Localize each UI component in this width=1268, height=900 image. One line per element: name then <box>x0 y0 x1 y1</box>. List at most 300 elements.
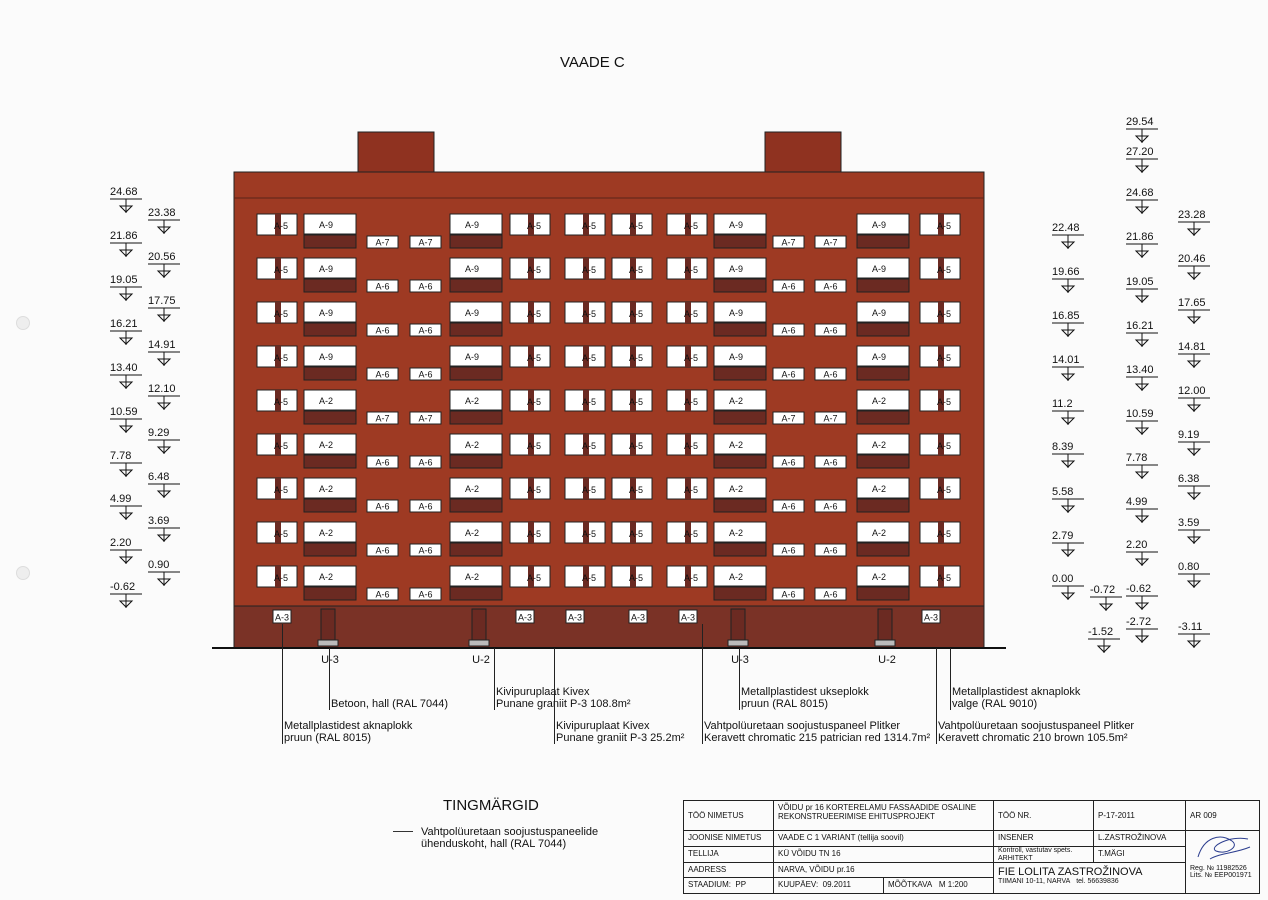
balcony-band <box>857 235 909 248</box>
stair-window <box>773 544 804 556</box>
level-value: 7.78 <box>1126 452 1148 464</box>
window-big-label: A-2 <box>464 396 480 406</box>
level-triangle-icon <box>110 330 144 346</box>
window-label: A-6 <box>418 545 433 556</box>
level-triangle-icon <box>110 242 144 258</box>
window-big-label: A-2 <box>728 440 744 450</box>
window-big-label: A-9 <box>318 220 334 230</box>
too-nr-label: TÖÖ NR. <box>994 801 1094 831</box>
level-value: 29.54 <box>1126 116 1154 128</box>
level-right-col3 <box>1178 473 1212 501</box>
level-triangle-icon <box>1126 199 1160 215</box>
too-nimetus-line1: VÕIDU pr 16 KORTERELAMU FASSAADIDE OSALINE <box>778 803 977 812</box>
window-a5-label: A-5 <box>628 265 644 275</box>
window-big-label: A-9 <box>728 308 744 318</box>
balcony-band <box>304 499 356 512</box>
entrance-step <box>875 640 895 646</box>
window-a5-label: A-5 <box>936 485 952 495</box>
leader-panel1 <box>702 624 703 744</box>
level-value: 3.59 <box>1178 517 1200 529</box>
stair-window <box>367 456 398 468</box>
lits-number: Lits. № EEP001971 <box>1190 872 1252 879</box>
leader-door <box>739 648 740 710</box>
level-value: 19.66 <box>1052 266 1080 278</box>
level-triangle-icon <box>1052 278 1086 294</box>
window-a5-label: A-5 <box>581 221 597 231</box>
level-triangle-icon <box>148 395 182 411</box>
level-value: 0.80 <box>1178 561 1200 573</box>
level-value: 11.2 <box>1052 398 1073 410</box>
window-label: A-6 <box>781 545 796 556</box>
level-value: -0.72 <box>1090 584 1116 596</box>
stair-window <box>773 456 804 468</box>
level-triangle-icon <box>148 527 182 543</box>
staadium <box>684 878 774 893</box>
staadium-value: PP <box>735 880 747 889</box>
entrance-door <box>878 609 892 642</box>
window-big-label: A-2 <box>871 396 887 406</box>
window-a5-label: A-5 <box>526 441 542 451</box>
level-value: 5.58 <box>1052 486 1074 498</box>
balcony-band <box>450 367 502 380</box>
mootkava-value: M 1:200 <box>938 880 968 889</box>
window-big-label: A-2 <box>871 484 887 494</box>
window-label: A-6 <box>375 501 390 512</box>
window-big-label: A-2 <box>728 484 744 494</box>
note-door-line2: pruun (RAL 8015) <box>741 698 829 710</box>
level-right-col2 <box>1126 116 1160 144</box>
stair-window <box>773 500 804 512</box>
level-triangle-icon <box>1126 508 1160 524</box>
note-betoon <box>331 698 448 710</box>
balcony-band <box>450 587 502 600</box>
window-big-label: A-9 <box>318 264 334 274</box>
window-a5-label: A-5 <box>936 353 952 363</box>
entrance-door <box>321 609 335 642</box>
plinth-window-a3 <box>679 610 697 623</box>
window-label: A-3 <box>274 612 290 623</box>
stair-window <box>773 412 804 424</box>
level-value: 10.59 <box>1126 408 1154 420</box>
window-label: A-3 <box>567 612 583 623</box>
window-big-label: A-2 <box>871 528 887 538</box>
kuupaev <box>774 878 884 893</box>
window-big-label: A-9 <box>728 264 744 274</box>
balcony-band <box>857 367 909 380</box>
stair-window <box>773 324 804 336</box>
legend-line2: ühenduskoht, hall (RAL 7044) <box>421 838 567 850</box>
level-value: 8.39 <box>1052 441 1074 453</box>
balcony-band <box>304 323 356 336</box>
level-left-outer <box>110 581 144 609</box>
level-triangle-icon <box>1178 221 1212 237</box>
window-a5-label: A-5 <box>628 353 644 363</box>
window-label: A-7 <box>781 237 796 248</box>
stair-window <box>773 280 804 292</box>
stair-window <box>410 500 441 512</box>
level-triangle-icon <box>110 505 144 521</box>
window-big-label: A-2 <box>318 572 334 582</box>
level-triangle-icon <box>1052 542 1086 558</box>
joonise-value: VAADE C 1 VARIANT (tellija soovil) <box>774 831 994 847</box>
stair-window <box>367 368 398 380</box>
note-kivi2 <box>556 720 684 744</box>
level-left-outer <box>110 274 144 302</box>
entrance-door <box>472 609 486 642</box>
window-label: A-6 <box>418 589 433 600</box>
window-a5-label: A-5 <box>273 529 289 539</box>
window-a5-label: A-5 <box>683 265 699 275</box>
window-label: A-7 <box>375 237 390 248</box>
insener-value: L.ZASTROŽINOVA <box>1094 831 1186 847</box>
note-window-white-line2: valge (RAL 9010) <box>952 698 1038 710</box>
level-value: 9.19 <box>1178 429 1200 441</box>
entrance-label: U-2 <box>472 654 490 666</box>
balcony-band <box>304 279 356 292</box>
level-triangle-icon <box>110 286 144 302</box>
level-triangle-icon <box>1126 128 1160 144</box>
note-betoon-line1: Betoon, hall (RAL 7044) <box>331 698 448 710</box>
level-right-col2 <box>1126 452 1160 480</box>
roof-box-right <box>765 132 841 172</box>
level-triangle-icon <box>1126 243 1160 259</box>
window-a5-label: A-5 <box>526 397 542 407</box>
window-big-label: A-2 <box>318 484 334 494</box>
level-value: 23.38 <box>148 207 176 219</box>
entrance-door <box>731 609 745 642</box>
legend-line-symbol <box>393 831 413 832</box>
leader-window-white <box>950 648 951 710</box>
level-value: 20.56 <box>148 251 176 263</box>
stair-window <box>815 456 846 468</box>
level-left-outer <box>110 406 144 434</box>
level-triangle-icon <box>1090 596 1124 612</box>
balcony-band <box>304 411 356 424</box>
stair-window <box>367 236 398 248</box>
too-nr-value: P-17-2011 <box>1094 801 1186 831</box>
level-right-col2 <box>1126 364 1160 392</box>
window-a5-label: A-5 <box>628 221 644 231</box>
level-triangle-icon <box>1052 585 1086 601</box>
entrance-step <box>728 640 748 646</box>
level-triangle-icon <box>1178 633 1212 649</box>
stair-window <box>367 544 398 556</box>
kuupaev-value: 09.2011 <box>822 880 851 889</box>
window-a5-label: A-5 <box>936 397 952 407</box>
balcony-band <box>304 455 356 468</box>
window-big-label: A-9 <box>464 220 480 230</box>
sheet-code: AR 009 <box>1186 801 1259 831</box>
level-triangle-icon <box>148 307 182 323</box>
window-a5-label: A-5 <box>273 353 289 363</box>
note-kivi1-line2: Punane graniit P-3 108.8m² <box>496 698 631 710</box>
level-triangle-icon <box>1178 529 1212 545</box>
window-a5-label: A-5 <box>526 529 542 539</box>
too-nimetus-label: TÖÖ NIMETUS <box>684 801 774 831</box>
balcony-band <box>857 279 909 292</box>
level-value: 14.91 <box>148 339 176 351</box>
leader-betoon <box>329 648 330 710</box>
kontroll-label: Kontroll, vastutav spets. <box>998 847 1073 854</box>
level-triangle-icon <box>1126 595 1160 611</box>
level-value: 19.05 <box>1126 276 1154 288</box>
level-triangle-icon <box>1126 288 1160 304</box>
level-triangle-icon <box>1178 573 1212 589</box>
window-big-label: A-9 <box>728 220 744 230</box>
level-triangle-icon <box>110 593 144 609</box>
level-value: 21.86 <box>1126 231 1154 243</box>
balcony-band <box>714 455 766 468</box>
level-value: 16.21 <box>1126 320 1154 332</box>
window-label: A-6 <box>823 589 838 600</box>
stair-window <box>367 500 398 512</box>
window-a5-label: A-5 <box>628 573 644 583</box>
stair-window <box>815 500 846 512</box>
note-panel1-line1: Vahtpolüuretaan soojustuspaneel Plitker <box>704 720 901 732</box>
entrance-label: U-2 <box>878 654 896 666</box>
level-right-col3 <box>1178 297 1212 325</box>
level-right-col1 <box>1052 573 1086 601</box>
window-label: A-3 <box>680 612 696 623</box>
note-window-brown-line1: Metallplastidest aknaplokk <box>284 720 413 732</box>
window-label: A-3 <box>517 612 533 623</box>
stair-window <box>410 412 441 424</box>
balcony-band <box>304 543 356 556</box>
level-triangle-icon <box>110 418 144 434</box>
window-big-label: A-9 <box>871 352 887 362</box>
level-value: -1.52 <box>1088 626 1114 638</box>
window-big-label: A-2 <box>464 572 480 582</box>
too-nimetus-value <box>774 801 994 831</box>
window-label: A-6 <box>375 369 390 380</box>
level-triangle-icon <box>148 483 182 499</box>
mootkava-label: MÕÕTKAVA <box>888 880 933 889</box>
window-big-label: A-9 <box>871 264 887 274</box>
level-right-col2 <box>1126 539 1160 567</box>
level-right-col1 <box>1052 486 1086 514</box>
balcony-band <box>714 235 766 248</box>
level-value: 27.20 <box>1126 146 1154 158</box>
window-label: A-6 <box>823 325 838 336</box>
level-triangle-icon <box>1126 332 1160 348</box>
legend-line1: Vahtpolüuretaan soojustuspaneelide <box>421 826 599 838</box>
level-value: 2.20 <box>110 537 132 549</box>
window-label: A-6 <box>823 369 838 380</box>
firm-address: TIIMANI 10-11, NARVA <box>998 878 1071 885</box>
level-triangle-icon <box>1178 485 1212 501</box>
level-right-col1 <box>1052 398 1086 426</box>
leader-kivi1 <box>494 648 495 710</box>
stair-window <box>815 324 846 336</box>
window-big-label: A-2 <box>318 440 334 450</box>
stair-window <box>815 280 846 292</box>
stair-window <box>410 588 441 600</box>
plinth-window-a3 <box>566 610 584 623</box>
window-a5-label: A-5 <box>273 309 289 319</box>
level-value: -3.11 <box>1178 621 1203 633</box>
window-big-label: A-9 <box>464 352 480 362</box>
level-right-col2 <box>1126 276 1160 304</box>
window-label: A-6 <box>418 369 433 380</box>
level-right-col3 <box>1178 253 1212 281</box>
level-value: 0.90 <box>148 559 170 571</box>
note-door-line1: Metallplastidest ukseplokk <box>741 686 869 698</box>
note-window-brown <box>284 720 412 744</box>
window-a5-label: A-5 <box>581 441 597 451</box>
level-left-outer <box>110 230 144 258</box>
level-triangle-icon <box>148 263 182 279</box>
window-a5-label: A-5 <box>581 397 597 407</box>
level-triangle-icon <box>1052 410 1086 426</box>
signature-graphic <box>1190 831 1254 865</box>
level-value: 14.81 <box>1178 341 1206 353</box>
balcony-band <box>304 367 356 380</box>
aadress-value: NARVA, VÕIDU pr.16 <box>774 863 994 878</box>
window-big-label: A-2 <box>318 528 334 538</box>
level-triangle-icon <box>1088 638 1122 654</box>
plinth <box>234 606 984 648</box>
level-value: 13.40 <box>1126 364 1154 376</box>
window-a5-label: A-5 <box>581 485 597 495</box>
level-triangle-icon <box>110 462 144 478</box>
level-triangle-icon <box>148 439 182 455</box>
window-a5-label: A-5 <box>683 529 699 539</box>
window-a5-label: A-5 <box>273 441 289 451</box>
window-a5-label: A-5 <box>526 485 542 495</box>
entrance-step <box>469 640 489 646</box>
level-triangle-icon <box>1178 309 1212 325</box>
level-left-inner <box>148 427 182 455</box>
window-label: A-6 <box>375 325 390 336</box>
level-triangle-icon <box>1126 464 1160 480</box>
entrance-step <box>318 640 338 646</box>
window-label: A-7 <box>823 237 838 248</box>
title-block <box>683 800 1260 894</box>
balcony-band <box>304 587 356 600</box>
window-a5-label: A-5 <box>936 309 952 319</box>
level-value: 6.48 <box>148 471 170 483</box>
roof-box-left <box>358 132 434 172</box>
stair-window <box>367 280 398 292</box>
stair-window <box>410 324 441 336</box>
window-label: A-7 <box>418 237 433 248</box>
level-right-col2 <box>1126 583 1160 611</box>
level-value: 14.01 <box>1052 354 1080 366</box>
level-right-col2 <box>1126 496 1160 524</box>
level-right-col3 <box>1178 561 1212 589</box>
window-a5-label: A-5 <box>936 441 952 451</box>
level-triangle-icon <box>1178 441 1212 457</box>
window-label: A-6 <box>781 369 796 380</box>
level-left-outer <box>110 362 144 390</box>
level-left-outer <box>110 318 144 346</box>
level-left-outer <box>110 450 144 478</box>
window-a5-label: A-5 <box>628 309 644 319</box>
window-a5-label: A-5 <box>581 309 597 319</box>
level-value: 16.21 <box>110 318 138 330</box>
level-value: 21.86 <box>110 230 138 242</box>
stair-window <box>410 280 441 292</box>
window-a5-label: A-5 <box>628 441 644 451</box>
window-label: A-6 <box>375 589 390 600</box>
balcony-band <box>304 235 356 248</box>
window-label: A-7 <box>781 413 796 424</box>
level-right-col2 <box>1126 187 1160 215</box>
window-label: A-6 <box>781 281 796 292</box>
balcony-band <box>857 543 909 556</box>
level-right-col3 <box>1178 621 1212 649</box>
joonise-label: JOONISE NIMETUS <box>684 831 774 847</box>
legend-text <box>421 826 598 850</box>
level-left-inner <box>148 471 182 499</box>
window-label: A-6 <box>375 545 390 556</box>
level-value: 6.38 <box>1178 473 1200 485</box>
level-triangle-icon <box>1052 453 1086 469</box>
level-triangle-icon <box>1126 628 1160 644</box>
level-value: -0.62 <box>1126 583 1152 595</box>
stair-window <box>367 324 398 336</box>
window-label: A-3 <box>923 612 939 623</box>
plinth-window-a3 <box>516 610 534 623</box>
level-left-inner <box>148 251 182 279</box>
window-a5-label: A-5 <box>683 221 699 231</box>
note-kivi2-line2: Punane graniit P-3 25.2m² <box>556 732 685 744</box>
note-window-brown-line2: pruun (RAL 8015) <box>284 732 372 744</box>
window-a5-label: A-5 <box>628 397 644 407</box>
level-value: 24.68 <box>1126 187 1154 199</box>
level-value: 12.00 <box>1178 385 1206 397</box>
balcony-band <box>450 323 502 336</box>
stair-window <box>773 588 804 600</box>
balcony-band <box>450 411 502 424</box>
level-value: 20.46 <box>1178 253 1206 265</box>
level-right-extra <box>1088 626 1122 654</box>
window-a5-label: A-5 <box>936 529 952 539</box>
window-a5-label: A-5 <box>683 441 699 451</box>
level-left-outer <box>110 186 144 214</box>
level-triangle-icon <box>1052 366 1086 382</box>
insener-label: INSENER <box>994 831 1094 847</box>
leader-panel2 <box>936 648 937 744</box>
firm-tel: tel. 56639836 <box>1076 878 1119 885</box>
note-panel2 <box>938 720 1134 744</box>
window-a5-label: A-5 <box>936 221 952 231</box>
level-triangle-icon <box>1126 420 1160 436</box>
too-nimetus-line2: REKONSTRUEERIMISE EHITUSPROJEKT <box>778 812 935 821</box>
balcony-band <box>714 411 766 424</box>
level-value: 23.28 <box>1178 209 1206 221</box>
sheet-title: VAADE C <box>560 54 625 71</box>
balcony-band <box>857 411 909 424</box>
window-big-label: A-2 <box>871 440 887 450</box>
level-triangle-icon <box>110 374 144 390</box>
window-label: A-7 <box>823 413 838 424</box>
level-triangle-icon <box>1052 234 1086 250</box>
balcony-band <box>714 587 766 600</box>
window-label: A-6 <box>823 501 838 512</box>
level-right-col3 <box>1178 429 1212 457</box>
level-right-col3 <box>1178 209 1212 237</box>
level-right-col1 <box>1052 266 1086 294</box>
level-triangle-icon <box>148 219 182 235</box>
window-a5-label: A-5 <box>683 309 699 319</box>
level-left-outer <box>110 537 144 565</box>
window-label: A-6 <box>781 457 796 468</box>
stair-window <box>367 588 398 600</box>
window-a5-label: A-5 <box>581 529 597 539</box>
window-big-label: A-9 <box>464 308 480 318</box>
window-a5-label: A-5 <box>273 573 289 583</box>
